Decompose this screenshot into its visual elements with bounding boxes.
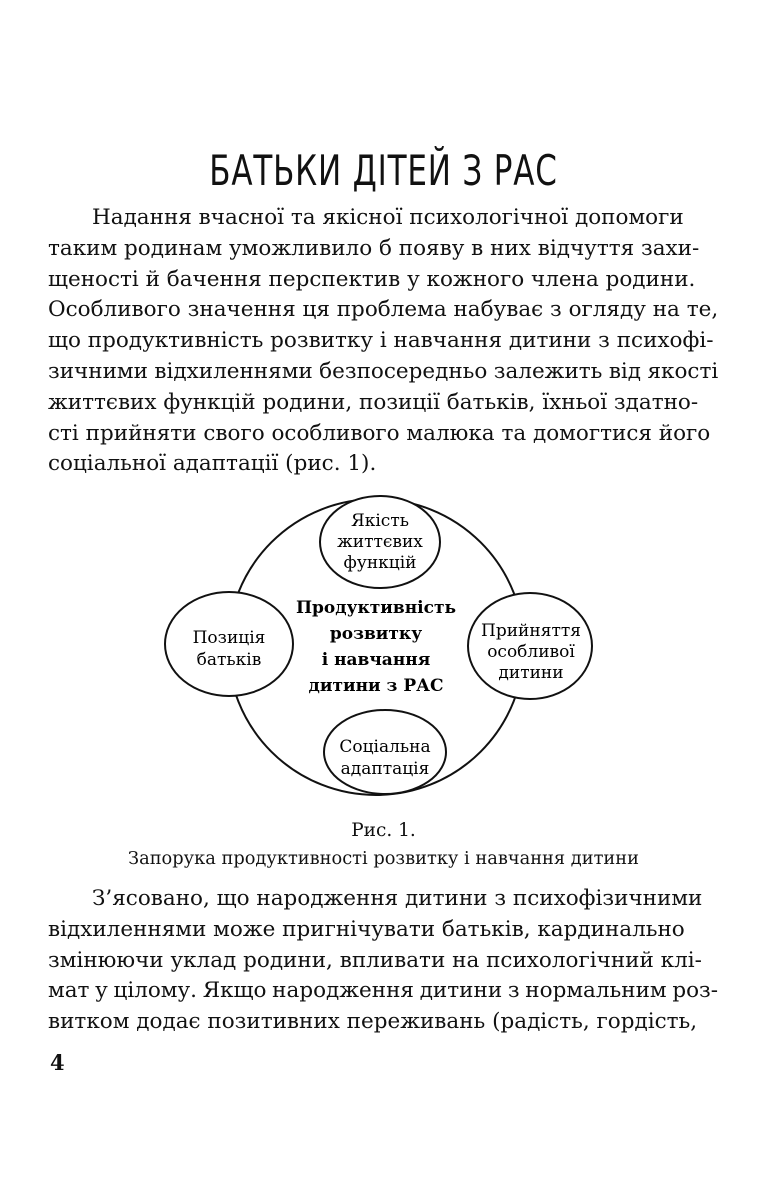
figure-caption-text: Запорука продуктивності розвитку і навчання дитини [128,848,639,869]
right-line-2: особливої [487,642,575,662]
bottom-line-1: Соціальна [339,737,431,757]
paragraph-intro [48,203,718,480]
paragraph-line: змінюючи уклад родини, впливати на психологічний клі- [48,947,702,973]
diagram-figure [155,487,605,817]
bottom-line-2: адаптація [340,759,430,779]
paragraph-line: відхиленнями може пригнічувати батьків, кардинально [48,916,685,942]
paragraph-line: таким родинам уможливило б появу в них відчуття захи- [48,235,700,261]
right-line-1: Прийняття [481,621,581,641]
paragraph-line: життєвих функцій родини, позиції батьків, їхньої здатно- [48,389,699,415]
paragraph-line: мат у цілому. Якщо народження дитини з нормальним роз- [48,978,719,1004]
center-line-2: розвитку [329,624,423,644]
page-number: 4 [50,1050,65,1075]
page-title: БАТЬКИ ДІТЕЙ З РАС [209,146,558,195]
top-line-2: життєвих [337,532,423,552]
top-line-3: функцій [343,553,417,573]
center-line-3: і навчання [321,650,431,670]
paragraph-line: що продуктивність розвитку і навчання дитини з психофі- [48,328,714,354]
right-line-3: дитини [498,663,564,683]
paragraph-line: Надання вчасної та якісної психологічної допомоги [92,205,684,230]
paragraph-line: щеності й бачення перспектив у кожного члена родини. [48,266,696,292]
left-line-1: Позиція [192,628,266,648]
paragraph-line: З’ясовано, що народження дитини з психофізичними [92,886,703,911]
paragraph-line: сті прийняти свого особливого малюка та домогтися його [48,420,711,446]
paragraph-second [48,884,718,1038]
paragraph-line: соціальної адаптації (рис. 1). [48,451,377,477]
left-line-2: батьків [196,650,262,670]
top-line-1: Якість [351,511,409,531]
paragraph-line: витком додає позитивних переживань (радість, гордість, [48,1009,698,1035]
center-line-4: дитини з РАС [308,676,444,696]
figure-caption-label: Рис. 1. [351,820,416,841]
paragraph-line: Особливого значення ця проблема набуває з огляду на те, [48,297,719,323]
paragraph-line: зичними відхиленнями безпосередньо залежить від якості [48,358,719,384]
center-line-1: Продуктивність [295,598,457,618]
